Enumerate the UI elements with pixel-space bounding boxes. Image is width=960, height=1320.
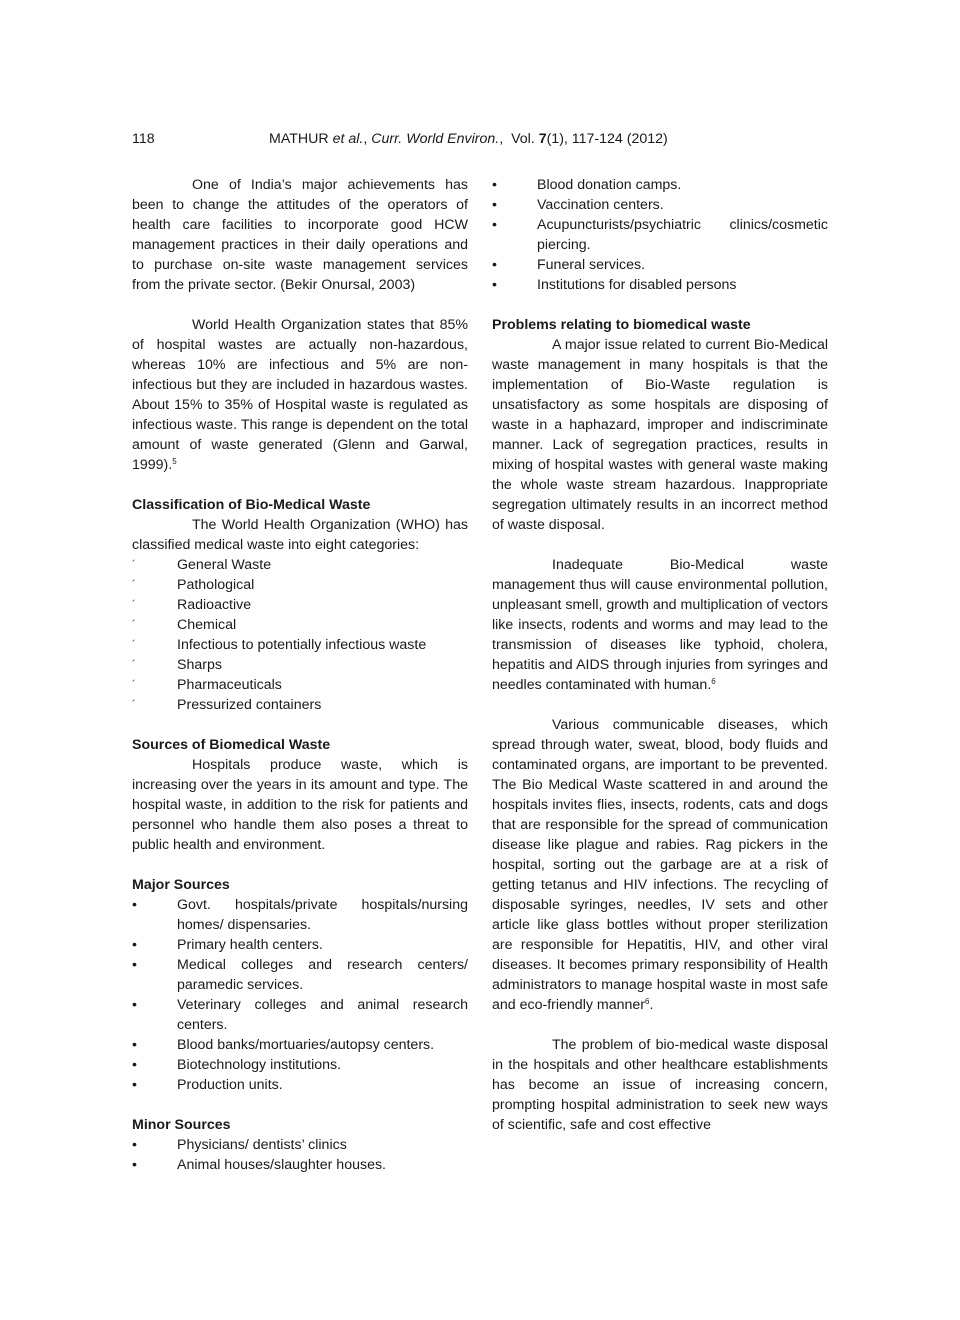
left-column	[132, 175, 468, 1175]
list-marker: ´	[132, 619, 136, 631]
paragraph-who-statistics	[132, 315, 468, 475]
list-item	[132, 1035, 468, 1055]
bullet-marker: •	[132, 1157, 137, 1173]
list-item	[492, 275, 828, 295]
bullet-marker: •	[132, 997, 137, 1013]
list-item-text: Sharps	[177, 657, 222, 673]
bullet-marker: •	[492, 197, 497, 213]
heading-major-sources: Major Sources	[132, 877, 230, 893]
bullet-marker: •	[132, 1137, 137, 1153]
list-item-text: Blood donation camps.	[537, 177, 682, 193]
list-item	[132, 635, 468, 655]
list-item-text: Animal houses/slaughter houses.	[177, 1157, 386, 1173]
list-item	[132, 575, 468, 595]
list-item	[132, 615, 468, 635]
citation-journal: Curr. World Environ.	[371, 131, 500, 147]
list-item	[132, 595, 468, 615]
list-item-text: Physicians/ dentists’ clinics	[177, 1137, 347, 1153]
list-item-text: Production units.	[177, 1077, 283, 1093]
bullet-marker: •	[132, 937, 137, 953]
list-item-text: Biotechnology institutions.	[177, 1057, 342, 1073]
list-marker: ´	[132, 699, 136, 711]
paragraph-problems-3	[492, 715, 828, 1015]
list-item-text: Veterinary colleges and animal research centers.	[177, 997, 468, 1033]
major-sources-list	[132, 895, 468, 1095]
list-marker: ´	[132, 599, 136, 611]
heading-minor-sources: Minor Sources	[132, 1117, 231, 1133]
list-item-text: Govt. hospitals/private hospitals/nursing homes/ dispensaries.	[177, 897, 468, 933]
list-item-text: Pathological	[177, 577, 255, 593]
reference-superscript: 6	[711, 677, 716, 686]
list-item-text: Medical colleges and research centers/ paramedic services.	[177, 957, 468, 993]
list-item-text: Vaccination centers.	[537, 197, 664, 213]
citation-line: MATHUR et al., Curr. World Environ., Vol. 7(1), 117-124 (2012)	[269, 131, 668, 147]
right-column	[492, 175, 828, 1135]
paragraph-sources: Hospitals produce waste, which is increasing over the years in its amount and type. The hospital waste, in addition to the risk for patients and personnel who handle them also poses a threat to public health and environment.	[132, 757, 468, 853]
list-item	[132, 555, 468, 575]
paragraph-india-achievements: One of India’s major achievements has been to change the attitudes of the operators of health care facilities to incorporate good HCW management practices in their daily operations and to purchase on-site waste management services from the private sector. (Bekir Onursal, 2003)	[132, 177, 468, 293]
bullet-marker: •	[492, 177, 497, 193]
bullet-marker: •	[492, 217, 497, 233]
heading-classification: Classification of Bio-Medical Waste	[132, 497, 371, 513]
reference-superscript: 6	[645, 997, 650, 1006]
list-item	[132, 955, 468, 995]
heading-problems: Problems relating to biomedical waste	[492, 317, 751, 333]
list-item-text: Radioactive	[177, 597, 252, 613]
bullet-marker: •	[132, 897, 137, 913]
list-item	[132, 655, 468, 675]
list-item-text: Blood banks/mortuaries/autopsy centers.	[177, 1037, 435, 1053]
bullet-marker: •	[132, 1077, 137, 1093]
paragraph-problems-4: The problem of bio-medical waste disposal in the hospitals and other healthcare establishments has become an issue of increasing concern, prompting hospital administration to seek new ways of scientific, safe and cost effective	[492, 1037, 828, 1133]
reference-superscript: 5	[172, 457, 177, 466]
list-item-text: General Waste	[177, 557, 272, 573]
citation-et-al: et al.	[332, 131, 364, 147]
list-item-text: Acupuncturists/psychiatric clinics/cosmetic piercing.	[537, 217, 828, 253]
bullet-marker: •	[132, 957, 137, 973]
paragraph-problems-1: A major issue related to current Bio-Medical waste management in many hospitals is that the implementation of Bio-Waste regulation is unsatisfactory as some hospitals are disposing of waste in a haphazard, improper and indiscriminate manner. Lack of segregation practices, results in mixing of hospital wastes with general waste making the whole waste stream hazardous. Inappropriate segregation ultimately results in an incorrect method of waste disposal.	[492, 337, 828, 533]
list-item	[492, 195, 828, 215]
list-marker: ´	[132, 659, 136, 671]
list-item-text: Pharmaceuticals	[177, 677, 282, 693]
list-marker: ´	[132, 639, 136, 651]
citation-issue-pages-year: (1), 117-124 (2012)	[546, 131, 668, 147]
citation-volume: 7	[538, 131, 547, 147]
list-item	[132, 675, 468, 695]
list-item-text: Funeral services.	[537, 257, 646, 273]
list-item	[132, 995, 468, 1035]
page-number: 118	[132, 131, 155, 147]
list-item-text: Institutions for disabled persons	[537, 277, 737, 293]
waste-category-list	[132, 555, 468, 715]
list-item	[132, 895, 468, 935]
list-marker: ´	[132, 559, 136, 571]
list-item	[492, 175, 828, 195]
minor-sources-list	[132, 1135, 468, 1175]
heading-sources: Sources of Biomedical Waste	[132, 737, 331, 753]
list-item	[132, 1135, 468, 1155]
bullet-marker: •	[492, 277, 497, 293]
problems-3-end: .	[649, 997, 654, 1013]
list-marker: ´	[132, 579, 136, 591]
list-item	[132, 695, 468, 715]
citation-authors: MATHUR	[269, 131, 329, 147]
list-item-text: Primary health centers.	[177, 937, 323, 953]
list-item	[492, 215, 828, 255]
citation-vol-prefix: Vol.	[511, 131, 535, 147]
minor-sources-list-continued	[492, 175, 828, 295]
list-item	[132, 935, 468, 955]
list-item	[132, 1055, 468, 1075]
paragraph-problems-2	[492, 555, 828, 695]
running-header	[132, 129, 828, 149]
problems-3-text: Various communicable diseases, which spread through water, sweat, blood, body fluids and contaminated organs, are important to be prevented. The Bio Medical Waste scattered in and around the hospitals invites flies, insects, rodents, cats and dogs that are responsible for the spread of communication disease like plague and rabies. Rag pickers in the hospital, sorting out the garbage are at a risk of getting tetanus and HIV infections. The recycling of disposable syringes, needles, IV sets and other article like glass bottles without proper sterilization are responsible for Hepatitis, HIV, and other viral diseases. It becomes primary responsibility of Health administrators to manage hospital waste in most safe and eco-friendly manner	[492, 717, 828, 1013]
bullet-marker: •	[132, 1037, 137, 1053]
list-item-text: Pressurized containers	[177, 697, 322, 713]
list-item	[132, 1155, 468, 1175]
bullet-marker: •	[132, 1057, 137, 1073]
list-item-text: Infectious to potentially infectious waste	[177, 637, 427, 653]
problems-2-text: Inadequate Bio-Medical waste management thus will cause environmental pollution, unpleasant smell, growth and multiplication of vectors like insects, rodents and worms and may lead to the transmission of diseases like typhoid, cholera, hepatitis and AIDS through injuries from syringes and needles contaminated with human.	[492, 557, 828, 693]
list-item-text: Chemical	[177, 617, 237, 633]
list-marker: ´	[132, 679, 136, 691]
bullet-marker: •	[492, 257, 497, 273]
list-item	[492, 255, 828, 275]
who-statistics-text: World Health Organization states that 85% of hospital wastes are actually non-hazardous, whereas 10% are infectious and 5% are non-infectious but they are included in hazardous wastes. About 15% to 35% of Hospital waste is regulated as infectious waste. This range is dependent on the total amount of waste generated (Glenn and Garwal, 1999).	[132, 317, 468, 473]
paragraph-classification-intro: The World Health Organization (WHO) has classified medical waste into eight categories:	[132, 517, 468, 553]
list-item	[132, 1075, 468, 1095]
